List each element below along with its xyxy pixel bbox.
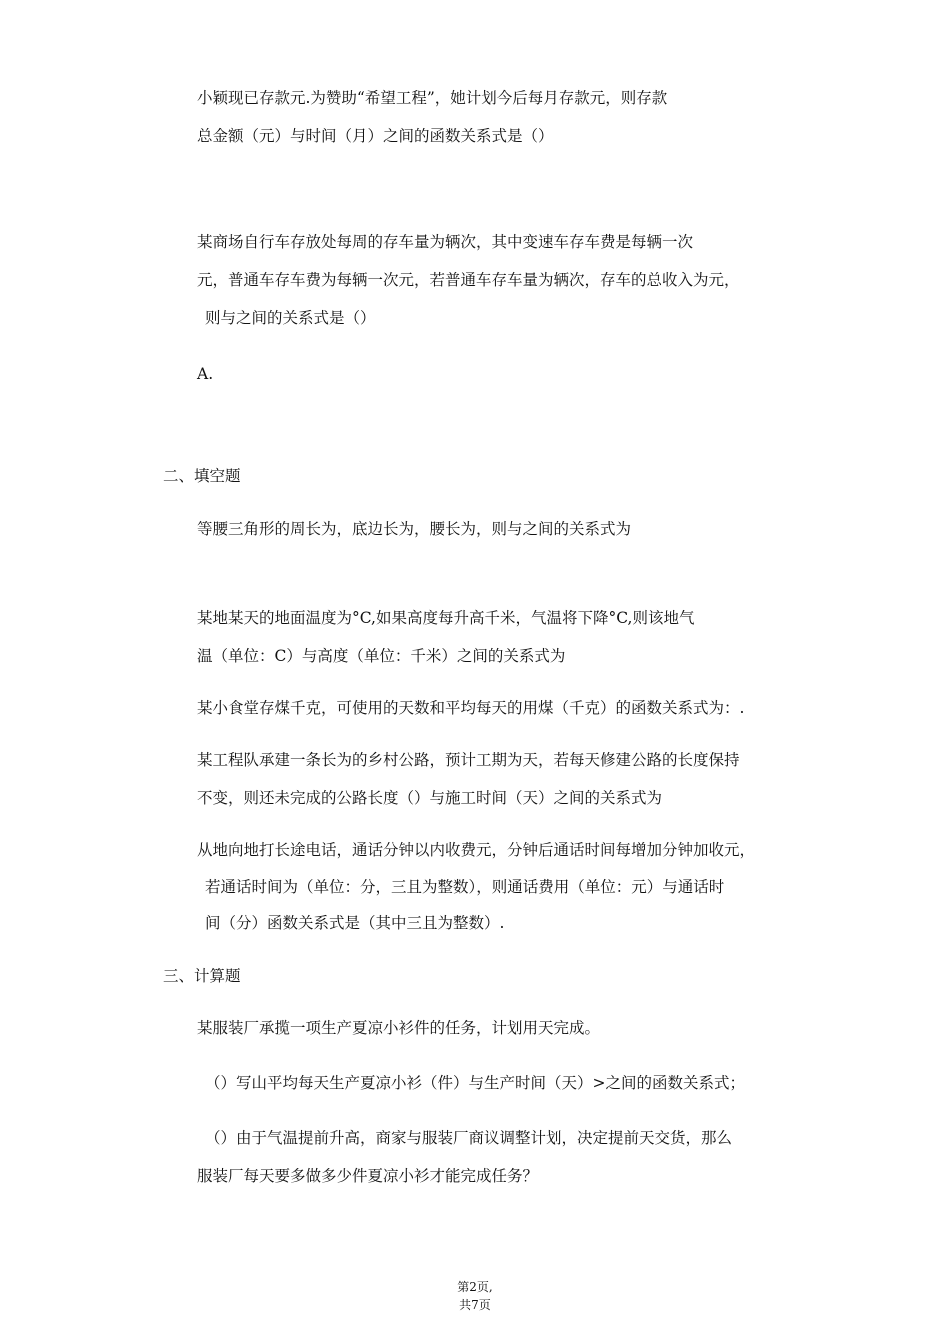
question-factory-part1: （）写山平均每天生产夏凉小衫（件）与生产时间（天）>之间的函数关系式； bbox=[205, 1074, 745, 1092]
question-road-line1: 某工程队承建一条长为的乡村公路，预计工期为天，若每天修建公路的长度保持 bbox=[197, 751, 740, 769]
page-total: 共7页 bbox=[459, 1298, 491, 1312]
question-phone-line1: 从地向地打长途电话，通话分钟以内收费元，分钟后通话时间每增加分钟加收元， bbox=[197, 841, 756, 859]
page-number: 第2页, bbox=[457, 1280, 493, 1294]
question-factory-intro: 某服装厂承揽一项生产夏凉小衫件的任务，计划用天完成。 bbox=[197, 1019, 601, 1037]
question-triangle: 等腰三角形的周长为，底边长为，腰长为，则与之间的关系式为 bbox=[197, 520, 632, 538]
question-bike-line1: 某商场自行车存放处每周的存车量为辆次，其中变速车存车费是每辆一次 bbox=[197, 233, 694, 251]
question-deposit-line2: 总金额（元）与时间（月）之间的函数关系式是（） bbox=[197, 127, 554, 145]
question-bike-line2: 元，普通车存车费为每辆一次元，若普通车存车量为辆次，存车的总收入为元， bbox=[197, 271, 740, 289]
question-bike-line3: 则与之间的关系式是（） bbox=[205, 309, 376, 327]
question-road-line2: 不变，则还未完成的公路长度（）与施工时间（天）之间的关系式为 bbox=[197, 789, 663, 807]
section-heading-fill-in: 二、填空题 bbox=[163, 467, 241, 485]
question-deposit-line1: 小颖现已存款元.为赞助“希望工程”，她计划今后每月存款元，则存款 bbox=[197, 89, 668, 107]
section-heading-calculation: 三、计算题 bbox=[163, 967, 241, 985]
question-bike-option-a: A. bbox=[197, 365, 214, 383]
question-coal: 某小食堂存煤千克，可使用的天数和平均每天的用煤（千克）的函数关系式为：. bbox=[197, 699, 745, 717]
question-factory-part2-line2: 服装厂每天要多做多少件夏凉小衫才能完成任务？ bbox=[197, 1167, 539, 1185]
question-temperature-line1: 某地某天的地面温度为°C,如果高度每升高千米，气温将下降°C,则该地气 bbox=[197, 609, 695, 627]
question-phone-line3: 间（分）函数关系式是（其中三且为整数）. bbox=[205, 914, 505, 932]
question-temperature-line2: 温（单位：C）与高度（单位：千米）之间的关系式为 bbox=[197, 647, 566, 665]
question-phone-line2: 若通话时间为（单位：分，三且为整数），则通话费用（单位：元）与通话时 bbox=[205, 878, 725, 896]
question-factory-part2-line1: （）由于气温提前升高，商家与服装厂商议调整计划，决定提前天交货，那么 bbox=[205, 1129, 733, 1147]
